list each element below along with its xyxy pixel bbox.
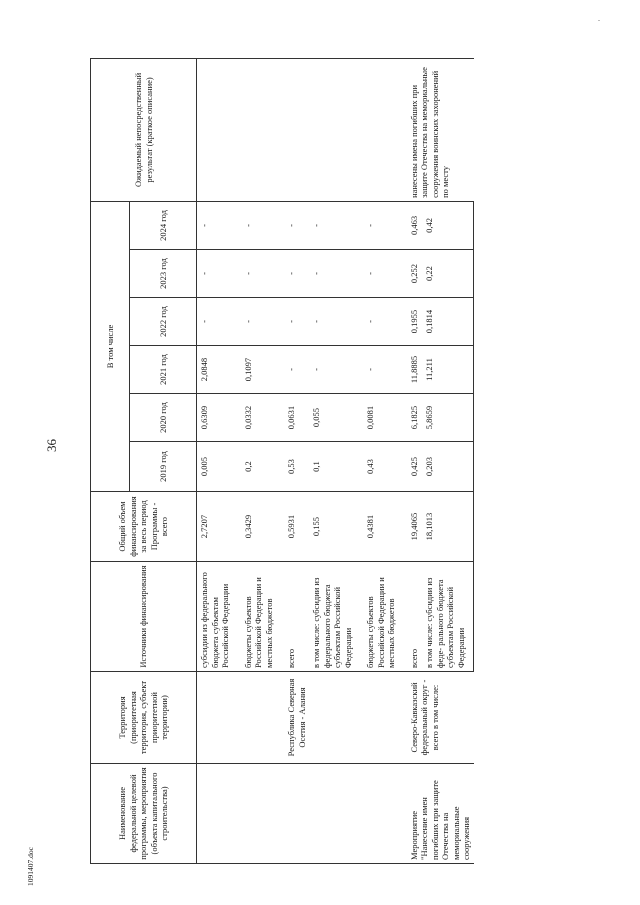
- cell-result: [197, 58, 233, 201]
- cell-source: субсидии из федерального бюджета субъектам Российской Федерации: [197, 562, 233, 672]
- cell-2022: 0,1955: [407, 298, 423, 346]
- cell-2023: -: [241, 250, 277, 298]
- cell-2023: -: [363, 250, 399, 298]
- cell-2020: 0,0332: [241, 394, 277, 442]
- cell-total: 18,1013: [422, 492, 473, 562]
- cell-2022: 0,1814: [422, 298, 473, 346]
- table-row: [363, 58, 399, 863]
- cell-territory: Республика Северная Осетия - Алания: [284, 672, 309, 764]
- cell-2020: 0,055: [309, 394, 355, 442]
- cell-2021: 2,0848: [197, 346, 233, 394]
- table-row: [284, 58, 309, 863]
- cell-2021: 11,8885: [407, 346, 423, 394]
- cell-2019: 0,2: [241, 442, 277, 492]
- cell-2024: -: [241, 201, 277, 249]
- cell-2024: -: [197, 201, 233, 249]
- cell-territory: [309, 672, 355, 764]
- cell-total: 0,5931: [284, 492, 309, 562]
- cell-result: [241, 58, 277, 201]
- cell-territory: [197, 672, 233, 764]
- cell-source: бюджеты субъектов Российской Федерации и местных бюджетов: [363, 562, 399, 672]
- cell-2023: -: [309, 250, 355, 298]
- cell-2021: 11,211: [422, 346, 473, 394]
- cell-total: 0,4381: [363, 492, 399, 562]
- header-source: Источники финансирования: [91, 562, 197, 672]
- cell-2023: -: [284, 250, 309, 298]
- cell-2021: -: [284, 346, 309, 394]
- header-year-2019: 2019 год: [130, 442, 197, 492]
- cell-2020: 0,6309: [197, 394, 233, 442]
- table-row: [407, 58, 423, 863]
- cell-name: [241, 764, 277, 864]
- cell-total: 2,7207: [197, 492, 233, 562]
- cell-territory: [363, 672, 399, 764]
- cell-2020: 5,8659: [422, 394, 473, 442]
- cell-2024: -: [284, 201, 309, 249]
- cell-source: всего: [284, 562, 309, 672]
- table-row: [309, 58, 355, 863]
- header-result: Ожидаемый непосредственный результат (краткое описание): [91, 58, 197, 201]
- cell-source: бюджеты субъектов Российской Федерации и местных бюджетов: [241, 562, 277, 672]
- page-number: 36: [44, 439, 59, 452]
- corner-mark: .: [598, 14, 600, 23]
- header-territory: Территория (приоритетная территория, субъект приоритетной территории): [91, 672, 197, 764]
- header-year-2020: 2020 год: [130, 394, 197, 442]
- cell-2019: 0,203: [422, 442, 473, 492]
- cell-2022: -: [284, 298, 309, 346]
- financing-table: [90, 58, 474, 864]
- header-year-2023: 2023 год: [130, 250, 197, 298]
- header-total: Общий объем финансирования за весь период Программы - всего: [91, 492, 197, 562]
- cell-2022: -: [309, 298, 355, 346]
- header-name: Наименование федеральной целевой программы, мероприятия (объекта капитального строительства): [91, 764, 197, 864]
- financing-table-sheet: [90, 59, 615, 864]
- cell-2021: 0,1097: [241, 346, 277, 394]
- cell-total: 0,155: [309, 492, 355, 562]
- cell-2022: -: [363, 298, 399, 346]
- cell-result: [309, 58, 355, 201]
- cell-territory: [241, 672, 277, 764]
- cell-2024: -: [363, 201, 399, 249]
- cell-2024: 0,463: [407, 201, 423, 249]
- cell-2023: 0,252: [407, 250, 423, 298]
- cell-2020: 0,0081: [363, 394, 399, 442]
- cell-name: [284, 764, 309, 864]
- cell-result: нанесены имена погибших при защите Отечества на мемориальные сооружения воинских захоронений по месту: [407, 58, 474, 201]
- cell-2019: 0,005: [197, 442, 233, 492]
- cell-territory: Северо-Кавказский федеральный округ - всего в том числе:: [407, 672, 474, 764]
- cell-name: [363, 764, 399, 864]
- cell-source: в том числе: субсидии из феде- рального бюджета субъектам Российской Федерации: [422, 562, 473, 672]
- header-year-2024: 2024 год: [130, 201, 197, 249]
- cell-total: 19,4065: [407, 492, 423, 562]
- cell-name: [309, 764, 355, 864]
- header-year-2021: 2021 год: [130, 346, 197, 394]
- cell-total: 0,3429: [241, 492, 277, 562]
- cell-2020: 6,1825: [407, 394, 423, 442]
- cell-source: всего: [407, 562, 423, 672]
- cell-result: [363, 58, 399, 201]
- cell-2024: 0,42: [422, 201, 473, 249]
- cell-2020: 0,0631: [284, 394, 309, 442]
- cell-2019: 0,43: [363, 442, 399, 492]
- cell-2019: 0,425: [407, 442, 423, 492]
- cell-name: Мероприятие "Нанесение имен погибших при защите Отечества на мемориальные сооружения: [407, 764, 474, 864]
- cell-2022: -: [241, 298, 277, 346]
- cell-2023: 0,22: [422, 250, 473, 298]
- cell-2019: 0,1: [309, 442, 355, 492]
- cell-source: в том числе: субсидии из федерального бюджета субъектам Российской Федерации: [309, 562, 355, 672]
- cell-name: [197, 764, 233, 864]
- cell-2022: -: [197, 298, 233, 346]
- table-row: [241, 58, 277, 863]
- cell-2019: 0,53: [284, 442, 309, 492]
- header-year-2022: 2022 год: [130, 298, 197, 346]
- cell-2021: -: [363, 346, 399, 394]
- cell-result: [284, 58, 309, 201]
- cell-2021: -: [309, 346, 355, 394]
- header-including: В том числе: [91, 201, 130, 491]
- cell-2024: -: [309, 201, 355, 249]
- document-id: 1091407.doc: [26, 847, 35, 886]
- table-row: [197, 58, 233, 863]
- cell-2023: -: [197, 250, 233, 298]
